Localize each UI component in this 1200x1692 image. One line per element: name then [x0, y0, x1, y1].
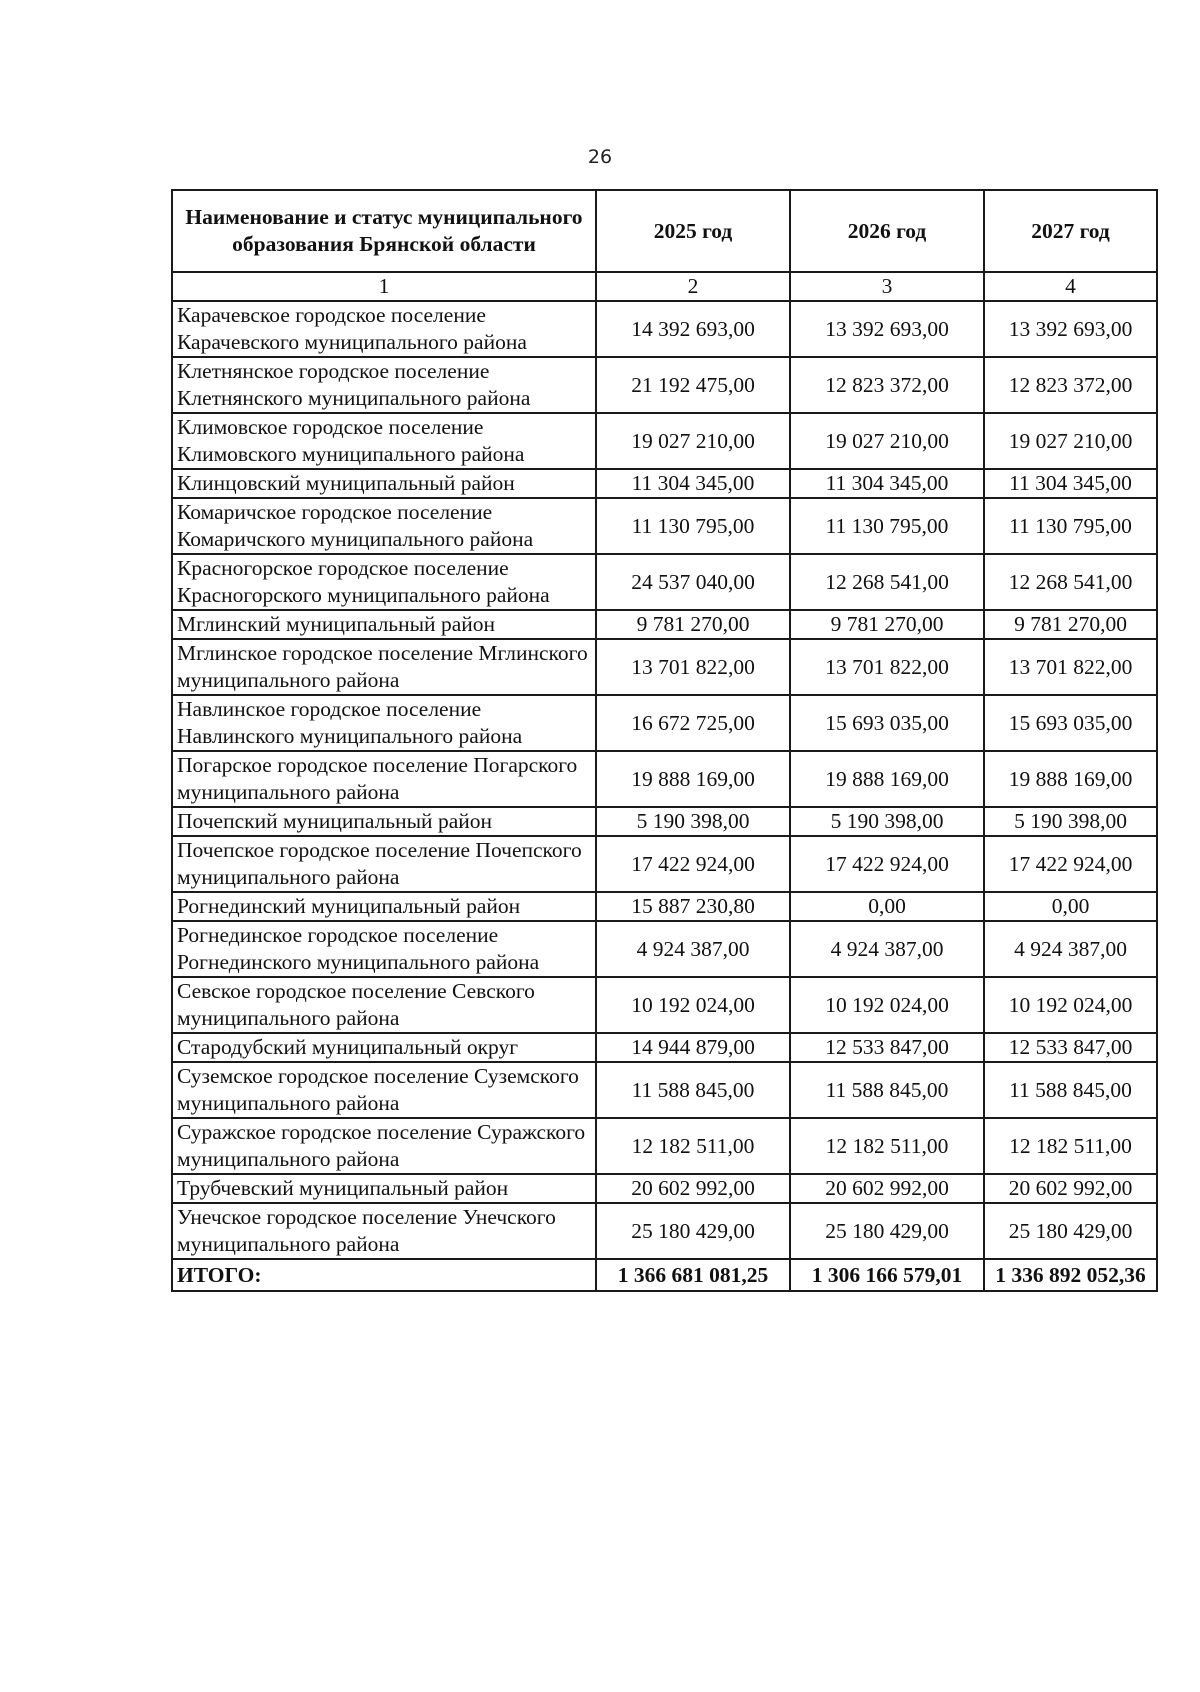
table-row — [172, 892, 1157, 921]
value-2027: 12 533 847,00 — [984, 1033, 1157, 1062]
value-2025: 5 190 398,00 — [596, 807, 790, 836]
value-2025: 17 422 924,00 — [596, 836, 790, 892]
value-2025: 19 888 169,00 — [596, 751, 790, 807]
column-number-row — [172, 272, 1157, 301]
value-2026: 17 422 924,00 — [790, 836, 984, 892]
value-2026: 10 192 024,00 — [790, 977, 984, 1033]
table-row — [172, 498, 1157, 554]
value-2025: 11 304 345,00 — [596, 469, 790, 498]
municipality-name: Рогнединское городское поселение Рогнединского муниципального района — [172, 921, 596, 977]
value-2026: 12 823 372,00 — [790, 357, 984, 413]
value-2026: 4 924 387,00 — [790, 921, 984, 977]
table-row — [172, 695, 1157, 751]
table-row — [172, 1033, 1157, 1062]
value-2027: 17 422 924,00 — [984, 836, 1157, 892]
header-municipality: Наименование и статус муниципального образования Брянской области — [172, 190, 596, 272]
value-2026: 5 190 398,00 — [790, 807, 984, 836]
table-row — [172, 413, 1157, 469]
value-2025: 21 192 475,00 — [596, 357, 790, 413]
table-row — [172, 921, 1157, 977]
table-row — [172, 1062, 1157, 1118]
table-row — [172, 554, 1157, 610]
value-2026: 12 533 847,00 — [790, 1033, 984, 1062]
municipality-name: Комаричское городское поселение Комаричского муниципального района — [172, 498, 596, 554]
value-2025: 15 887 230,80 — [596, 892, 790, 921]
column-number: 1 — [172, 272, 596, 301]
value-2025: 11 130 795,00 — [596, 498, 790, 554]
value-2025: 14 944 879,00 — [596, 1033, 790, 1062]
value-2025: 20 602 992,00 — [596, 1174, 790, 1203]
value-2025: 19 027 210,00 — [596, 413, 790, 469]
value-2026: 12 268 541,00 — [790, 554, 984, 610]
value-2025: 14 392 693,00 — [596, 301, 790, 357]
value-2026: 13 392 693,00 — [790, 301, 984, 357]
value-2026: 11 130 795,00 — [790, 498, 984, 554]
value-2026: 20 602 992,00 — [790, 1174, 984, 1203]
value-2026: 13 701 822,00 — [790, 639, 984, 695]
municipality-name: Климовское городское поселение Климовского муниципального района — [172, 413, 596, 469]
header-2026: 2026 год — [790, 190, 984, 272]
value-2026: 11 588 845,00 — [790, 1062, 984, 1118]
value-2027: 19 027 210,00 — [984, 413, 1157, 469]
value-2026: 12 182 511,00 — [790, 1118, 984, 1174]
value-2025: 11 588 845,00 — [596, 1062, 790, 1118]
value-2027: 11 588 845,00 — [984, 1062, 1157, 1118]
table-row — [172, 836, 1157, 892]
value-2027: 0,00 — [984, 892, 1157, 921]
value-2027: 4 924 387,00 — [984, 921, 1157, 977]
value-2027: 11 130 795,00 — [984, 498, 1157, 554]
table-row — [172, 977, 1157, 1033]
municipality-name: Стародубский муниципальный округ — [172, 1033, 596, 1062]
value-2027: 12 182 511,00 — [984, 1118, 1157, 1174]
value-2026: 0,00 — [790, 892, 984, 921]
table-row — [172, 1203, 1157, 1259]
municipality-name: Погарское городское поселение Погарского муниципального района — [172, 751, 596, 807]
table-row — [172, 301, 1157, 357]
municipality-name: Унечское городское поселение Унечского муниципального района — [172, 1203, 596, 1259]
value-2027: 20 602 992,00 — [984, 1174, 1157, 1203]
total-2025: 1 366 681 081,25 — [596, 1259, 790, 1291]
value-2027: 9 781 270,00 — [984, 610, 1157, 639]
value-2027: 11 304 345,00 — [984, 469, 1157, 498]
table-body — [172, 301, 1157, 1259]
municipality-name: Севское городское поселение Севского муниципального района — [172, 977, 596, 1033]
total-2026: 1 306 166 579,01 — [790, 1259, 984, 1291]
column-number: 2 — [596, 272, 790, 301]
value-2027: 10 192 024,00 — [984, 977, 1157, 1033]
municipality-name: Рогнединский муниципальный район — [172, 892, 596, 921]
value-2026: 19 027 210,00 — [790, 413, 984, 469]
table-row — [172, 751, 1157, 807]
value-2027: 15 693 035,00 — [984, 695, 1157, 751]
value-2025: 13 701 822,00 — [596, 639, 790, 695]
municipality-name: Почепский муниципальный район — [172, 807, 596, 836]
value-2027: 25 180 429,00 — [984, 1203, 1157, 1259]
table-row — [172, 610, 1157, 639]
table-row — [172, 807, 1157, 836]
total-label: ИТОГО: — [172, 1259, 596, 1291]
value-2025: 4 924 387,00 — [596, 921, 790, 977]
table-row — [172, 639, 1157, 695]
value-2027: 19 888 169,00 — [984, 751, 1157, 807]
header-2027: 2027 год — [984, 190, 1157, 272]
municipality-name: Клетнянское городское поселение Клетнянского муниципального района — [172, 357, 596, 413]
value-2026: 25 180 429,00 — [790, 1203, 984, 1259]
value-2025: 16 672 725,00 — [596, 695, 790, 751]
page-number: 26 — [587, 146, 613, 168]
municipality-name: Трубчевский муниципальный район — [172, 1174, 596, 1203]
municipality-name: Карачевское городское поселение Карачевского муниципального района — [172, 301, 596, 357]
value-2027: 12 823 372,00 — [984, 357, 1157, 413]
budget-table — [171, 189, 1158, 1292]
total-2027: 1 336 892 052,36 — [984, 1259, 1157, 1291]
municipality-name: Почепское городское поселение Почепского муниципального района — [172, 836, 596, 892]
municipality-name: Суражское городское поселение Суражского муниципального района — [172, 1118, 596, 1174]
value-2025: 10 192 024,00 — [596, 977, 790, 1033]
value-2025: 12 182 511,00 — [596, 1118, 790, 1174]
value-2025: 9 781 270,00 — [596, 610, 790, 639]
value-2025: 24 537 040,00 — [596, 554, 790, 610]
table-header-row — [172, 190, 1157, 272]
value-2026: 15 693 035,00 — [790, 695, 984, 751]
municipality-name: Мглинский муниципальный район — [172, 610, 596, 639]
value-2026: 9 781 270,00 — [790, 610, 984, 639]
total-row — [172, 1259, 1157, 1291]
value-2027: 13 701 822,00 — [984, 639, 1157, 695]
table-row — [172, 1118, 1157, 1174]
municipality-name: Навлинское городское поселение Навлинского муниципального района — [172, 695, 596, 751]
value-2027: 5 190 398,00 — [984, 807, 1157, 836]
value-2026: 19 888 169,00 — [790, 751, 984, 807]
table-row — [172, 469, 1157, 498]
value-2025: 25 180 429,00 — [596, 1203, 790, 1259]
table-row — [172, 357, 1157, 413]
header-2025: 2025 год — [596, 190, 790, 272]
column-number: 4 — [984, 272, 1157, 301]
value-2027: 13 392 693,00 — [984, 301, 1157, 357]
table-row — [172, 1174, 1157, 1203]
municipality-name: Красногорское городское поселение Красногорского муниципального района — [172, 554, 596, 610]
column-number: 3 — [790, 272, 984, 301]
value-2027: 12 268 541,00 — [984, 554, 1157, 610]
municipality-name: Суземское городское поселение Суземского муниципального района — [172, 1062, 596, 1118]
value-2026: 11 304 345,00 — [790, 469, 984, 498]
municipality-name: Мглинское городское поселение Мглинского муниципального района — [172, 639, 596, 695]
municipality-name: Клинцовский муниципальный район — [172, 469, 596, 498]
